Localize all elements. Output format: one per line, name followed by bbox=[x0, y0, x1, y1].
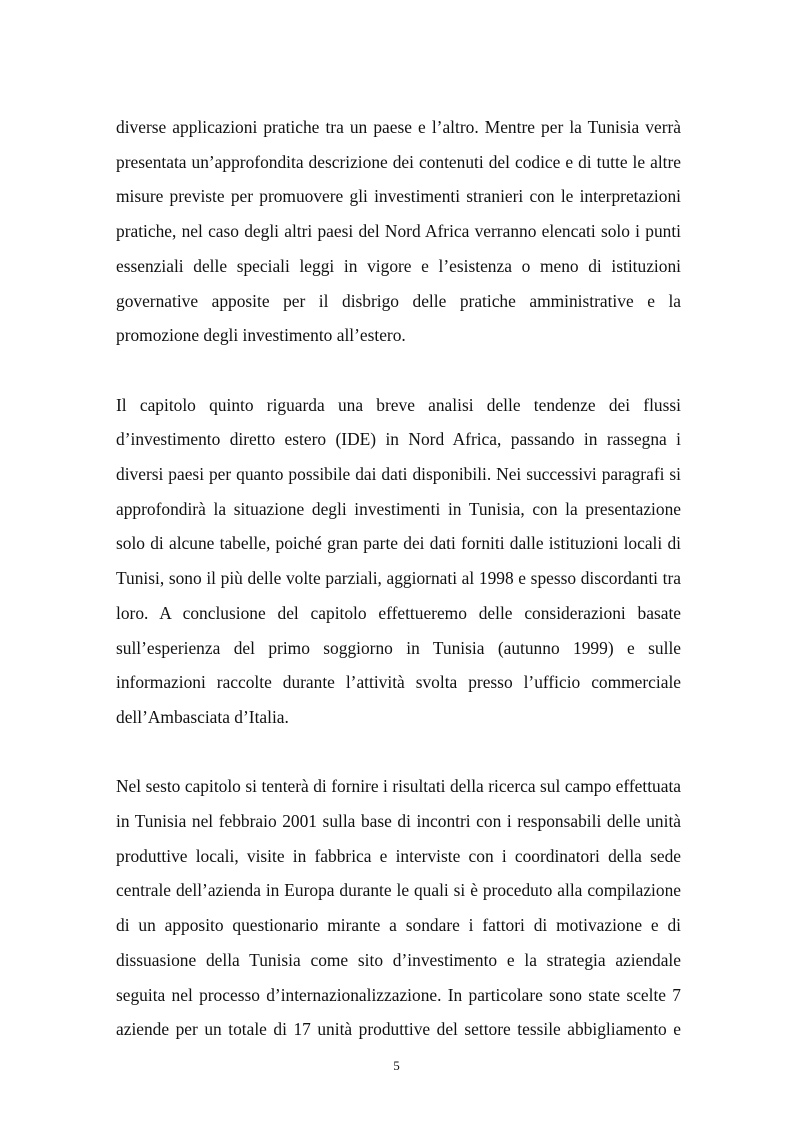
page-body bbox=[116, 110, 681, 1047]
page-number: 5 bbox=[393, 1058, 400, 1073]
paragraph-2: Il capitolo quinto riguarda una breve analisi delle tendenze dei flussi d’investimento diretto estero (IDE) in Nord Africa, passando in rassegna i diversi paesi per quanto possibile dai dati disponibili. Nei successivi paragrafi si approfondirà la situazione degli investimenti in Tunisia, con la presentazione solo di alcune tabelle, poiché gran parte dei dati forniti dalle istituzioni locali di Tunisi, sono il più delle volte parziali, aggiornati al 1998 e spesso discordanti tra loro. A conclusione del capitolo effettueremo delle considerazioni basate sull’esperienza del primo soggiorno in Tunisia (autunno 1999) e sulle informazioni raccolte durante l’attività svolta presso l’ufficio commerciale dell’Ambasciata d’Italia. bbox=[116, 394, 681, 727]
paragraph-3: Nel sesto capitolo si tenterà di fornire i risultati della ricerca sul campo effettuata in Tunisia nel febbraio 2001 sulla base di incontri con i responsabili delle unità produttive locali, visite in fabbrica e interviste con i coordinatori della sede centrale dell’azienda in Europa durante le quali si è proceduto alla compilazione di un apposito questionario mirante a sondare i fattori di motivazione e di dissuasione della Tunisia come sito d’investimento e la strategia aziendale seguita nel processo d’internazionalizzazione. In particolare sono state scelte 7 aziende per un totale di 17 unità produttive del settore tessile abbigliamento e bbox=[116, 776, 681, 1040]
paragraph-1: diverse applicazioni pratiche tra un paese e l’altro. Mentre per la Tunisia verrà presentata un’approfondita descrizione dei contenuti del codice e di tutte le altre misure previste per promuovere gli investimenti stranieri con le interpretazioni pratiche, nel caso degli altri paesi del Nord Africa verranno elencati solo i punti essenziali delle speciali leggi in vigore e l’esistenza o meno di istituzioni governative apposite per il disbrigo delle pratiche amministrative e la promozione degli investimento all’estero. bbox=[116, 117, 681, 346]
